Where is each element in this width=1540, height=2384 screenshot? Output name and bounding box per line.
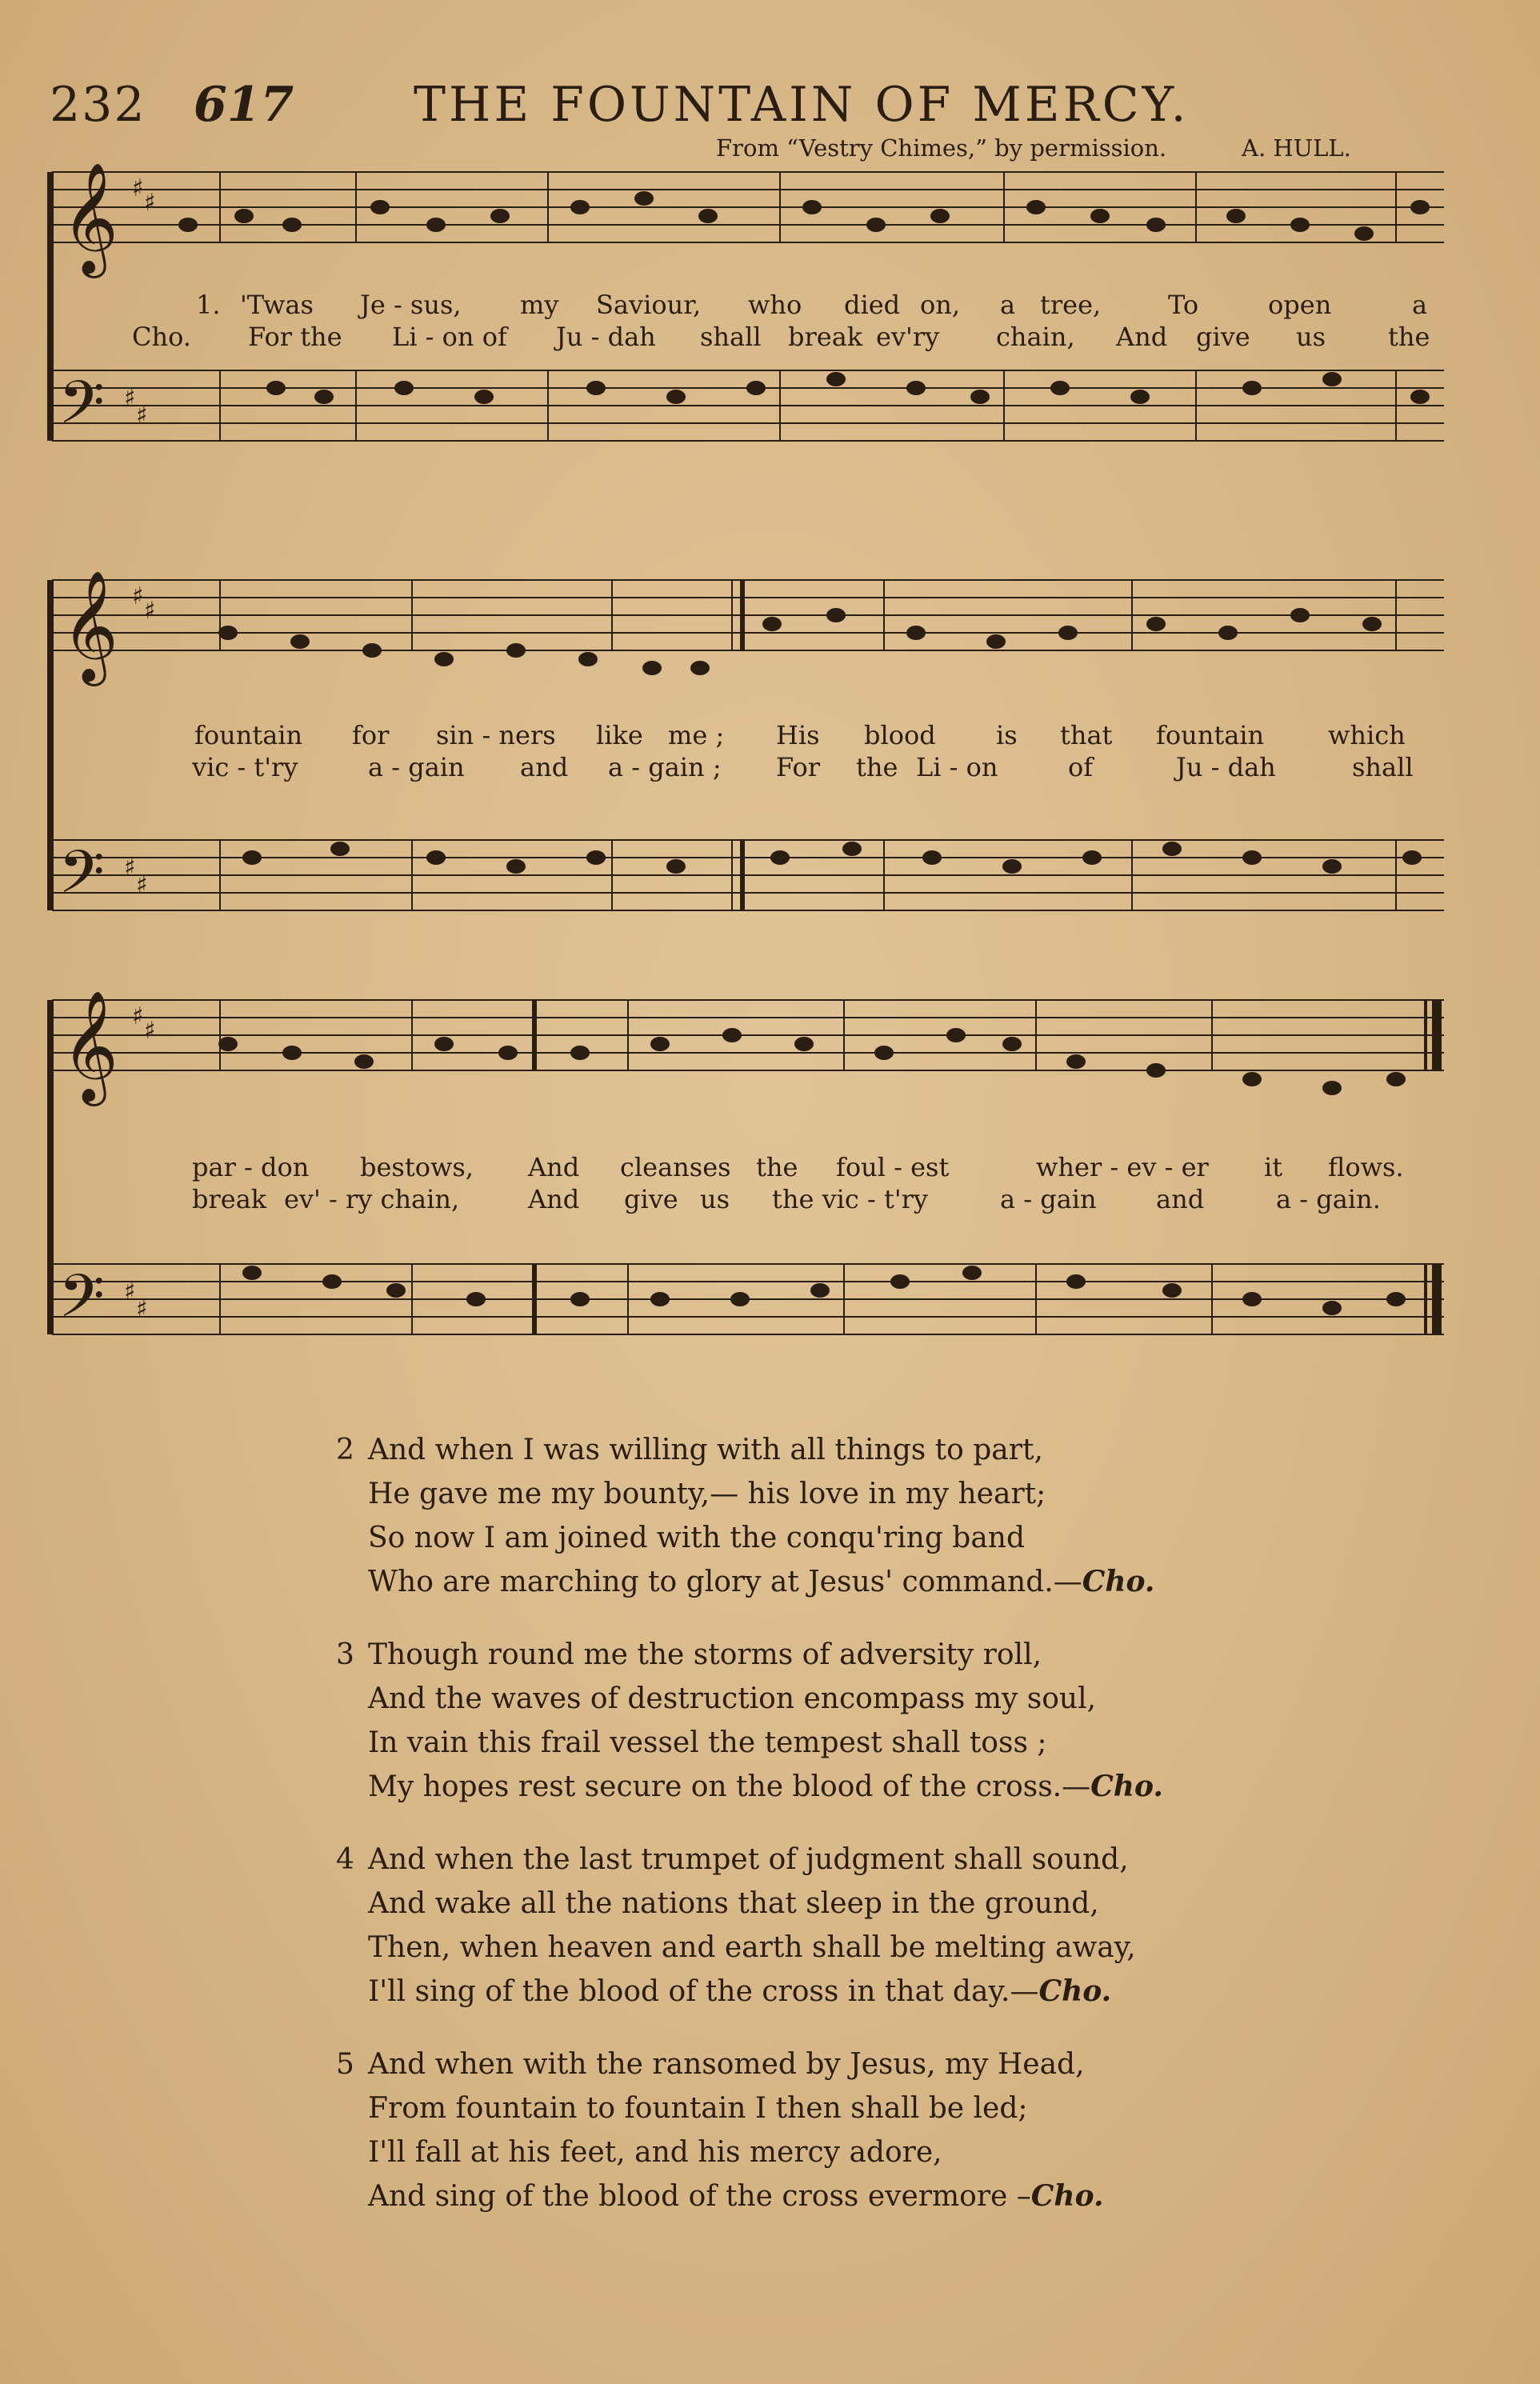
chorus-mark: Cho.: [1030, 2179, 1104, 2213]
lyric-word: For: [776, 752, 821, 782]
chorus-mark: Cho.: [1082, 1565, 1155, 1598]
verse-line: Who are marching to glory at Jesus' command.—: [368, 1566, 1082, 1598]
lyric-word: break: [788, 322, 863, 352]
lyric-word: died: [844, 290, 901, 320]
verse-line: And when I was willing with all things to part,: [368, 1434, 1043, 1466]
svg-text:♯: ♯: [144, 189, 156, 217]
lyric-word: shall: [1352, 752, 1414, 782]
svg-text:♯: ♯: [124, 854, 136, 882]
verse-4: [336, 1838, 1376, 2014]
lyric-word: ev'ry: [876, 322, 940, 352]
verse-line: In vain this frail vessel the tempest shall toss ;: [368, 1726, 1047, 1759]
lyric-word: and: [1156, 1184, 1205, 1214]
lyric-word: a - gain ;: [608, 752, 722, 782]
svg-text:𝄞: 𝄞: [62, 570, 118, 682]
lyric-word: blood: [864, 720, 936, 750]
lyric-word: the vic - t'ry: [772, 1184, 928, 1214]
lyric-line-chorus-3: [36, 1184, 1476, 1216]
verse-line: Though round me the storms of adversity roll,: [368, 1638, 1042, 1671]
music-system-1: [36, 156, 1476, 548]
svg-text:♯: ♯: [136, 871, 148, 899]
lyric-word: us: [700, 1184, 730, 1214]
lyric-word: And: [1116, 322, 1168, 352]
chorus-mark: Cho.: [1038, 1974, 1112, 2008]
lyric-word: it: [1264, 1152, 1283, 1182]
lyric-word: And: [528, 1152, 580, 1182]
lyric-word: is: [996, 720, 1018, 750]
lyric-word: a - gain: [1000, 1184, 1097, 1214]
verse-number: 5: [336, 2048, 354, 2081]
lyric-word: ev' - ry chain,: [284, 1184, 460, 1214]
lyric-word: of: [1068, 752, 1094, 782]
lyric-word: tree,: [1040, 290, 1102, 320]
chorus-label: Cho.: [132, 322, 191, 352]
source-credit: From “Vestry Chimes,” by permission.: [716, 134, 1167, 162]
verse-line: So now I am joined with the conqu'ring band: [368, 1522, 1026, 1554]
lyric-line-verse-1: [36, 290, 1476, 322]
page-header: [50, 77, 1490, 141]
lyric-word: sin - ners: [436, 720, 556, 750]
lyric-word: a - gain.: [1276, 1184, 1381, 1214]
lyric-word: the: [1388, 322, 1430, 352]
lyric-word: fountain: [194, 720, 303, 750]
svg-text:𝄞: 𝄞: [62, 162, 118, 274]
lyric-word: my: [520, 290, 559, 320]
page-number: 232: [50, 77, 146, 133]
lyric-word: the: [856, 752, 898, 782]
svg-text:♯: ♯: [144, 597, 156, 625]
lyric-word: Je - sus,: [360, 290, 462, 320]
lyric-word: open: [1268, 290, 1332, 320]
verse-line: He gave me my bounty,— his love in my heart;: [368, 1478, 1046, 1510]
lyric-word: like: [596, 720, 643, 750]
verse-5: [336, 2042, 1376, 2218]
svg-text:𝄢: 𝄢: [58, 368, 105, 452]
lyric-word: break: [192, 1184, 267, 1214]
lyric-word: chain,: [996, 322, 1075, 352]
lyric-line-chorus-2: [36, 752, 1476, 784]
lyric-word: Ju - dah: [556, 322, 656, 352]
chorus-mark: Cho.: [1090, 1770, 1163, 1803]
verse-line: And when with the ransomed by Jesus, my Head,: [368, 2048, 1085, 2081]
verse-number: 2: [336, 1434, 354, 1466]
lyric-word: foul - est: [836, 1152, 950, 1182]
lyric-word: a - gain: [368, 752, 465, 782]
svg-text:♯: ♯: [136, 402, 148, 430]
lyric-word: wher - ev - er: [1036, 1152, 1209, 1182]
lyric-word: 'Twas: [240, 290, 314, 320]
lyric-word: me ;: [668, 720, 725, 750]
lyric-word: a: [1412, 290, 1428, 320]
hymn-number: 617: [194, 77, 294, 133]
verse-2: [336, 1428, 1376, 1604]
lyric-word: the: [756, 1152, 798, 1182]
svg-text:♯: ♯: [144, 1017, 156, 1045]
verse-line: My hopes rest secure on the blood of the cross.—: [368, 1770, 1091, 1803]
lyric-word: on,: [920, 290, 961, 320]
verse-line: From fountain to fountain I then shall be led;: [368, 2092, 1028, 2125]
verse-line: And sing of the blood of the cross evermore –: [368, 2180, 1031, 2213]
verse-number: 4: [336, 1843, 354, 1876]
hymn-title: THE FOUNTAIN OF MERCY.: [414, 77, 1190, 133]
lyric-word: For the: [248, 322, 342, 352]
lyric-word: Saviour,: [596, 290, 702, 320]
additional-verses: [336, 1428, 1376, 2247]
verse-line: I'll sing of the blood of the cross in that day.—: [368, 1975, 1039, 2008]
lyric-word: a: [1000, 290, 1016, 320]
lyric-word: and: [520, 752, 569, 782]
lyric-word: that: [1060, 720, 1113, 750]
lyric-word: which: [1328, 720, 1406, 750]
verse-line: And the waves of destruction encompass my soul,: [368, 1682, 1097, 1715]
lyric-line-verse-2: [36, 720, 1476, 752]
lyric-line-verse-3: [36, 1152, 1476, 1184]
svg-text:♯: ♯: [124, 1278, 136, 1306]
lyric-word: for: [352, 720, 390, 750]
lyric-word: To: [1168, 290, 1199, 320]
verse-line: I'll fall at his feet, and his mercy adore,: [368, 2136, 942, 2169]
svg-text:♯: ♯: [136, 1295, 148, 1323]
svg-text:𝄢: 𝄢: [58, 838, 105, 922]
lyric-word: And: [528, 1184, 580, 1214]
lyric-word: bestows,: [360, 1152, 474, 1182]
lyric-word: vic - t'ry: [192, 752, 298, 782]
lyric-word: cleanses: [620, 1152, 731, 1182]
lyric-word: Li - on of: [392, 322, 507, 352]
lyric-word: par - don: [192, 1152, 310, 1182]
lyric-word: fountain: [1156, 720, 1265, 750]
composer-name: A. HULL.: [1242, 134, 1351, 162]
svg-text:𝄢: 𝄢: [58, 1262, 105, 1346]
svg-text:♯: ♯: [132, 174, 144, 202]
lyric-word: us: [1296, 322, 1326, 352]
lyric-word: shall: [700, 322, 762, 352]
verse-line: And when the last trumpet of judgment shall sound,: [368, 1843, 1129, 1876]
svg-text:♯: ♯: [124, 384, 136, 412]
lyric-word: Li - on: [916, 752, 998, 782]
music-system-3: [36, 984, 1476, 1400]
lyric-word: who: [748, 290, 802, 320]
verse-label: 1.: [196, 290, 221, 320]
svg-text:♯: ♯: [132, 582, 144, 610]
lyric-word: give: [624, 1184, 678, 1214]
music-system-2: [36, 564, 1476, 968]
lyric-word: Ju - dah: [1176, 752, 1276, 782]
verse-3: [336, 1633, 1376, 1809]
svg-text:𝄞: 𝄞: [62, 990, 118, 1102]
lyric-word: His: [776, 720, 820, 750]
verse-line: Then, when heaven and earth shall be melting away,: [368, 1931, 1136, 1964]
lyric-word: give: [1196, 322, 1250, 352]
svg-text:♯: ♯: [132, 1002, 144, 1030]
lyric-word: flows.: [1328, 1152, 1404, 1182]
lyric-line-chorus-1: [36, 322, 1476, 354]
verse-number: 3: [336, 1638, 354, 1671]
verse-line: And wake all the nations that sleep in the ground,: [368, 1887, 1099, 1920]
